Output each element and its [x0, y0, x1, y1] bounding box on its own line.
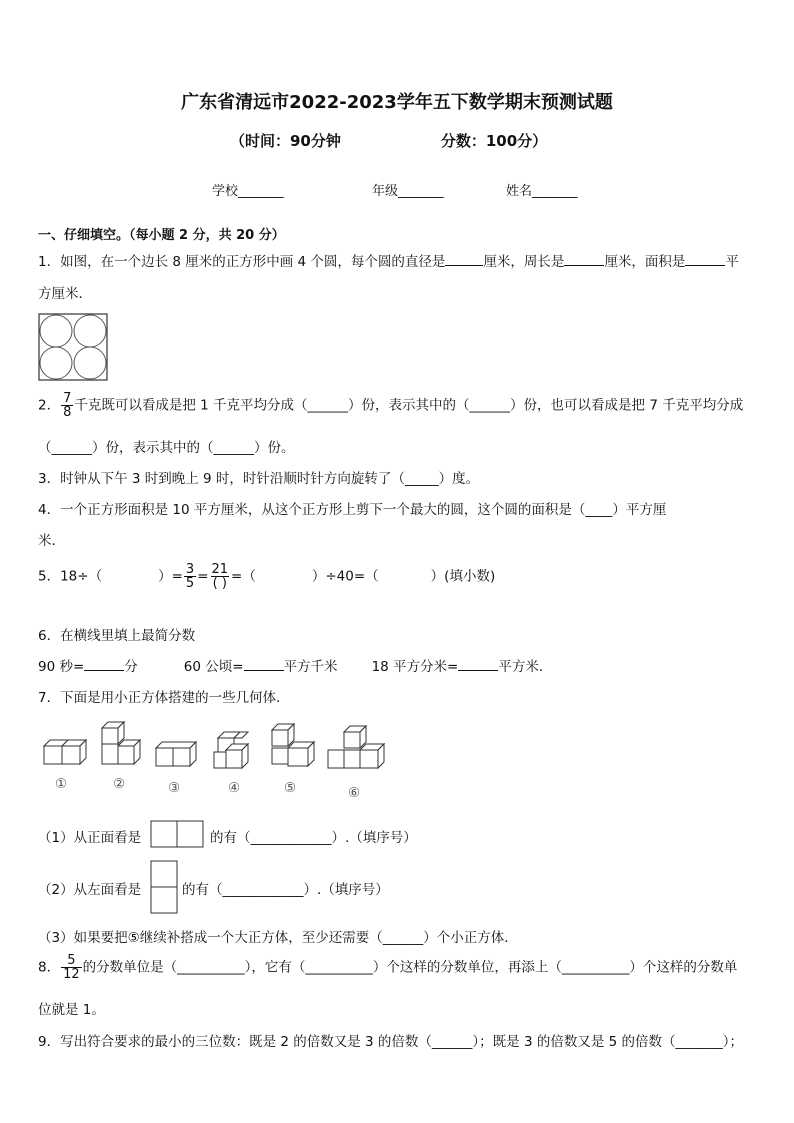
question-5: 5．18÷（ ）= $\frac{3}{5}$ = $\frac{21}{( )}$ =（ ）÷40=（ ）(填小数)	[38, 562, 496, 591]
square-circles-figure	[38, 313, 108, 381]
solid-label: ②	[113, 776, 126, 792]
solid-label: ⑤	[284, 780, 297, 796]
section-heading: 一、仔细填空。（每小题 2 分，共 20 分）	[38, 228, 285, 243]
page-title: 广东省清远市2022-2023学年五下数学期末预测试题	[181, 92, 613, 113]
question-2-cont: （______）份，表示其中的（______）份。	[38, 440, 295, 456]
left-view-shape	[150, 860, 180, 914]
solid-label: ④	[228, 780, 241, 796]
answer-blank[interactable]	[445, 252, 483, 266]
question-7-1: （1）从正面看是	[38, 830, 142, 846]
answer-blank[interactable]	[458, 657, 498, 671]
solid-label: ①	[55, 776, 68, 792]
question-7-2-tail: 的有（____________）.（填序号）	[182, 882, 389, 898]
question-8-cont: 位就是 1。	[38, 1002, 105, 1018]
time-info: （时间：90分钟	[230, 132, 341, 150]
answer-blank[interactable]	[244, 657, 284, 671]
question-1: 1．如图，在一个边长 8 厘米的正方形中画 4 个圆，每个圆的直径是 厘米，周长是 厘米，面积是 平	[38, 254, 739, 270]
grade-field: 年级_______	[372, 184, 444, 199]
fraction: $\frac{5}{12}$	[63, 953, 80, 982]
cube-solids-figure	[38, 720, 398, 806]
question-8: 8． $\frac{5}{12}$ 的分数单位是（__________），它有（__________）个这样的分数单位，再添上（__________）个这样的分数单	[38, 953, 738, 982]
answer-blank[interactable]	[685, 252, 725, 266]
answer-blank[interactable]	[84, 657, 124, 671]
solid-label: ⑥	[348, 785, 361, 801]
fraction: $\frac{7}{8}$	[63, 391, 72, 420]
question-2: 2． $\frac{7}{8}$ 千克既可以看成是把 1 千克平均分成（______）份，表示其中的（______）份，也可以看成是把 7 千克平均分成	[38, 391, 744, 420]
question-6-items: 90 秒= 分 60 公顷= 平方千米 18 平方分米= 平方米．	[38, 659, 553, 675]
question-7-1-tail: 的有（____________）.（填序号）	[210, 830, 417, 846]
answer-blank[interactable]	[564, 252, 604, 266]
front-view-shape	[150, 820, 206, 848]
fraction: $\frac{3}{5}$	[185, 562, 195, 591]
question-7: 7．下面是用小正方体搭建的一些几何体．	[38, 690, 290, 706]
question-9: 9．写出符合要求的最小的三位数：既是 2 的倍数又是 3 的倍数（______）；既是 3 的倍数又是 5 的倍数（_______）；	[38, 1034, 744, 1050]
question-4: 4．一个正方形面积是 10 平方厘米，从这个正方形上剪下一个最大的圆，这个圆的面积是（____）平方厘	[38, 502, 667, 518]
solid-label: ③	[168, 780, 181, 796]
question-6: 6．在横线里填上最简分数	[38, 628, 196, 644]
question-7-2: （2）从左面看是	[38, 882, 142, 898]
question-4-cont: 米．	[38, 533, 65, 549]
score-info: 分数：100分）	[440, 132, 548, 150]
exam-meta	[230, 130, 547, 151]
school-field: 学校_______	[212, 184, 284, 199]
question-1-cont: 方厘米．	[38, 286, 92, 302]
question-7-3: （3）如果要把⑤继续补搭成一个大正方体，至少还需要（______）个小正方体．	[38, 930, 518, 946]
fraction: $\frac{21}{( )}$	[211, 562, 229, 591]
name-field: 姓名_______	[506, 184, 578, 199]
question-3: 3．时钟从下午 3 时到晚上 9 时，时针沿顺时针方向旋转了（_____）度。	[38, 471, 480, 487]
